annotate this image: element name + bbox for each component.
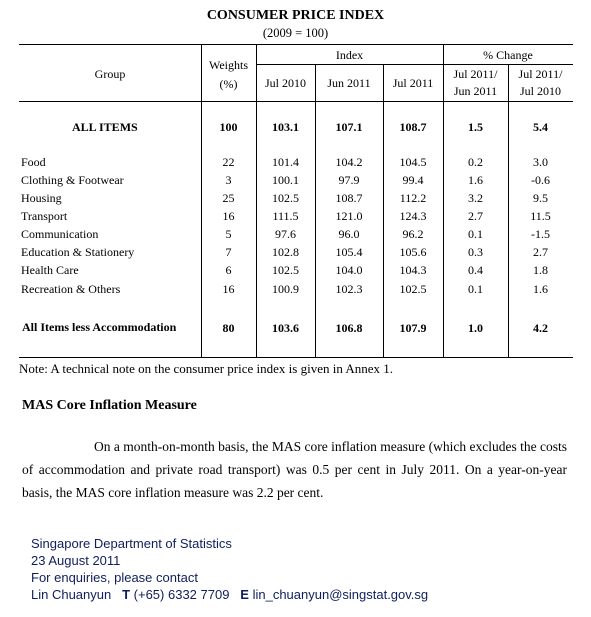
all-items-jun2011: 107.1 — [335, 120, 363, 134]
less-accommodation-weight: 80 — [222, 321, 235, 335]
row-jul2010: 100.1 — [272, 173, 299, 187]
less-accommodation-mom: 1.0 — [468, 321, 483, 335]
header-jul2010: Jul 2010 — [264, 76, 306, 90]
row-jul2010: 97.6 — [275, 227, 296, 241]
row-mom: 0.1 — [468, 227, 483, 241]
row-label: Recreation & Others — [21, 282, 121, 296]
table-bottom-rule — [19, 357, 573, 358]
section-heading: MAS Core Inflation Measure — [22, 398, 197, 413]
row-weight: 3 — [225, 173, 232, 187]
footer-enquiries: For enquiries, please contact — [31, 570, 198, 585]
header-mom-line1: Jul 2011/ — [453, 67, 498, 81]
row-jul2011: 102.5 — [399, 282, 427, 296]
row-mom: 0.2 — [468, 155, 483, 169]
row-jul2011: 105.6 — [399, 245, 427, 259]
less-accommodation-jun2011: 106.8 — [335, 321, 363, 335]
less-accommodation-jul2011: 107.9 — [399, 321, 427, 335]
footer-date: 23 August 2011 — [31, 553, 121, 568]
header-index: Index — [335, 48, 364, 62]
tel-label: T — [122, 587, 131, 602]
header-bottom-rule — [19, 101, 573, 102]
row-jul2010: 102.8 — [272, 245, 299, 259]
row-yoy: 1.8 — [533, 263, 548, 277]
index-header-rule — [256, 64, 443, 65]
document-title: CONSUMER PRICE INDEX — [206, 8, 385, 23]
less-accommodation-label: All Items less Accommodation — [22, 320, 177, 334]
row-mom: 1.6 — [468, 173, 483, 187]
row-jul2011: 124.3 — [399, 209, 427, 223]
row-label: Food — [21, 155, 46, 169]
row-yoy: 11.5 — [530, 209, 551, 223]
header-mom-line2: Jun 2011 — [453, 84, 498, 98]
paragraph-text: On a month-on-month basis, the MAS core inflation measure (which excludes the costs of accommodation and private road transport) was 0.5 per cent in July 2011. On a year-on-year basis, the MAS core inflation measure was 2.2 per cent. — [22, 439, 567, 500]
row-jul2011: 99.4 — [402, 173, 424, 187]
footer-contact-line — [31, 586, 428, 603]
row-label: Health Care — [21, 263, 79, 277]
row-jun2011: 121.0 — [335, 209, 363, 223]
header-weights: Weights — [208, 58, 249, 72]
row-jun2011: 102.3 — [335, 282, 363, 296]
row-yoy: -0.6 — [531, 173, 550, 187]
contact-tel: (+65) 6332 7709 — [133, 587, 230, 602]
footer-org: Singapore Department of Statistics — [31, 536, 232, 551]
header-weights-unit: (%) — [219, 77, 238, 91]
row-yoy: -1.5 — [531, 227, 550, 241]
row-mom: 3.2 — [468, 191, 483, 205]
row-label: Transport — [21, 209, 68, 223]
email-label: E — [240, 587, 249, 602]
header-jun2011: Jun 2011 — [327, 76, 371, 90]
contact-name: Lin Chuanyun — [31, 587, 112, 602]
header-group: Group — [94, 67, 126, 81]
row-jun2011: 104.2 — [335, 155, 363, 169]
contact-footer — [31, 535, 428, 603]
table-note: Note: A technical note on the consumer price index is given in Annex 1. — [19, 361, 394, 376]
row-jun2011: 96.0 — [338, 227, 360, 241]
row-jul2011: 104.5 — [399, 155, 427, 169]
cpi-table — [19, 44, 573, 358]
less-accommodation-jul2010: 103.6 — [272, 321, 299, 335]
all-items-label: ALL ITEMS — [72, 120, 138, 134]
row-jul2011: 96.2 — [402, 227, 424, 241]
row-jul2010: 101.4 — [272, 155, 299, 169]
header-jul2011: Jul 2011 — [392, 76, 434, 90]
section-paragraph — [22, 435, 567, 504]
row-weight: 7 — [225, 245, 232, 259]
header-yoy-line1: Jul 2011/ — [518, 67, 563, 81]
all-items-weight: 100 — [219, 120, 238, 134]
contact-email[interactable]: lin_chuanyun@singstat.gov.sg — [252, 587, 429, 602]
row-mom: 2.7 — [468, 209, 483, 223]
row-weight: 22 — [222, 155, 235, 169]
row-weight: 16 — [222, 209, 235, 223]
less-accommodation-yoy: 4.2 — [533, 321, 548, 335]
row-jul2010: 102.5 — [272, 191, 299, 205]
header-pct-change: % Change — [483, 48, 533, 62]
row-jun2011: 97.9 — [338, 173, 360, 187]
row-yoy: 3.0 — [533, 155, 548, 169]
all-items-jul2011: 108.7 — [399, 120, 427, 134]
row-yoy: 2.7 — [533, 245, 548, 259]
row-jul2010: 102.5 — [272, 263, 299, 277]
row-weight: 16 — [222, 282, 235, 296]
row-jun2011: 104.0 — [335, 263, 363, 277]
document-subtitle: (2009 = 100) — [262, 26, 329, 40]
all-items-jul2010: 103.1 — [272, 120, 299, 134]
row-jul2010: 100.9 — [272, 282, 299, 296]
row-weight: 5 — [225, 227, 232, 241]
row-label: Housing — [21, 191, 62, 205]
row-label: Communication — [21, 227, 99, 241]
row-jul2010: 111.5 — [272, 209, 299, 223]
row-weight: 25 — [222, 191, 235, 205]
row-yoy: 9.5 — [533, 191, 548, 205]
row-label: Education & Stationery — [21, 245, 135, 259]
row-mom: 0.3 — [468, 245, 483, 259]
row-jul2011: 104.3 — [399, 263, 427, 277]
row-jun2011: 108.7 — [335, 191, 363, 205]
row-yoy: 1.6 — [533, 282, 548, 296]
table-top-rule — [19, 44, 573, 45]
all-items-mom: 1.5 — [468, 120, 483, 134]
all-items-yoy: 5.4 — [533, 120, 548, 134]
header-yoy-line2: Jul 2010 — [519, 84, 561, 98]
row-weight: 6 — [225, 263, 232, 277]
row-mom: 0.4 — [468, 263, 483, 277]
row-jun2011: 105.4 — [335, 245, 363, 259]
row-mom: 0.1 — [468, 282, 483, 296]
row-jul2011: 112.2 — [399, 191, 427, 205]
row-label: Clothing & Footwear — [21, 173, 124, 187]
